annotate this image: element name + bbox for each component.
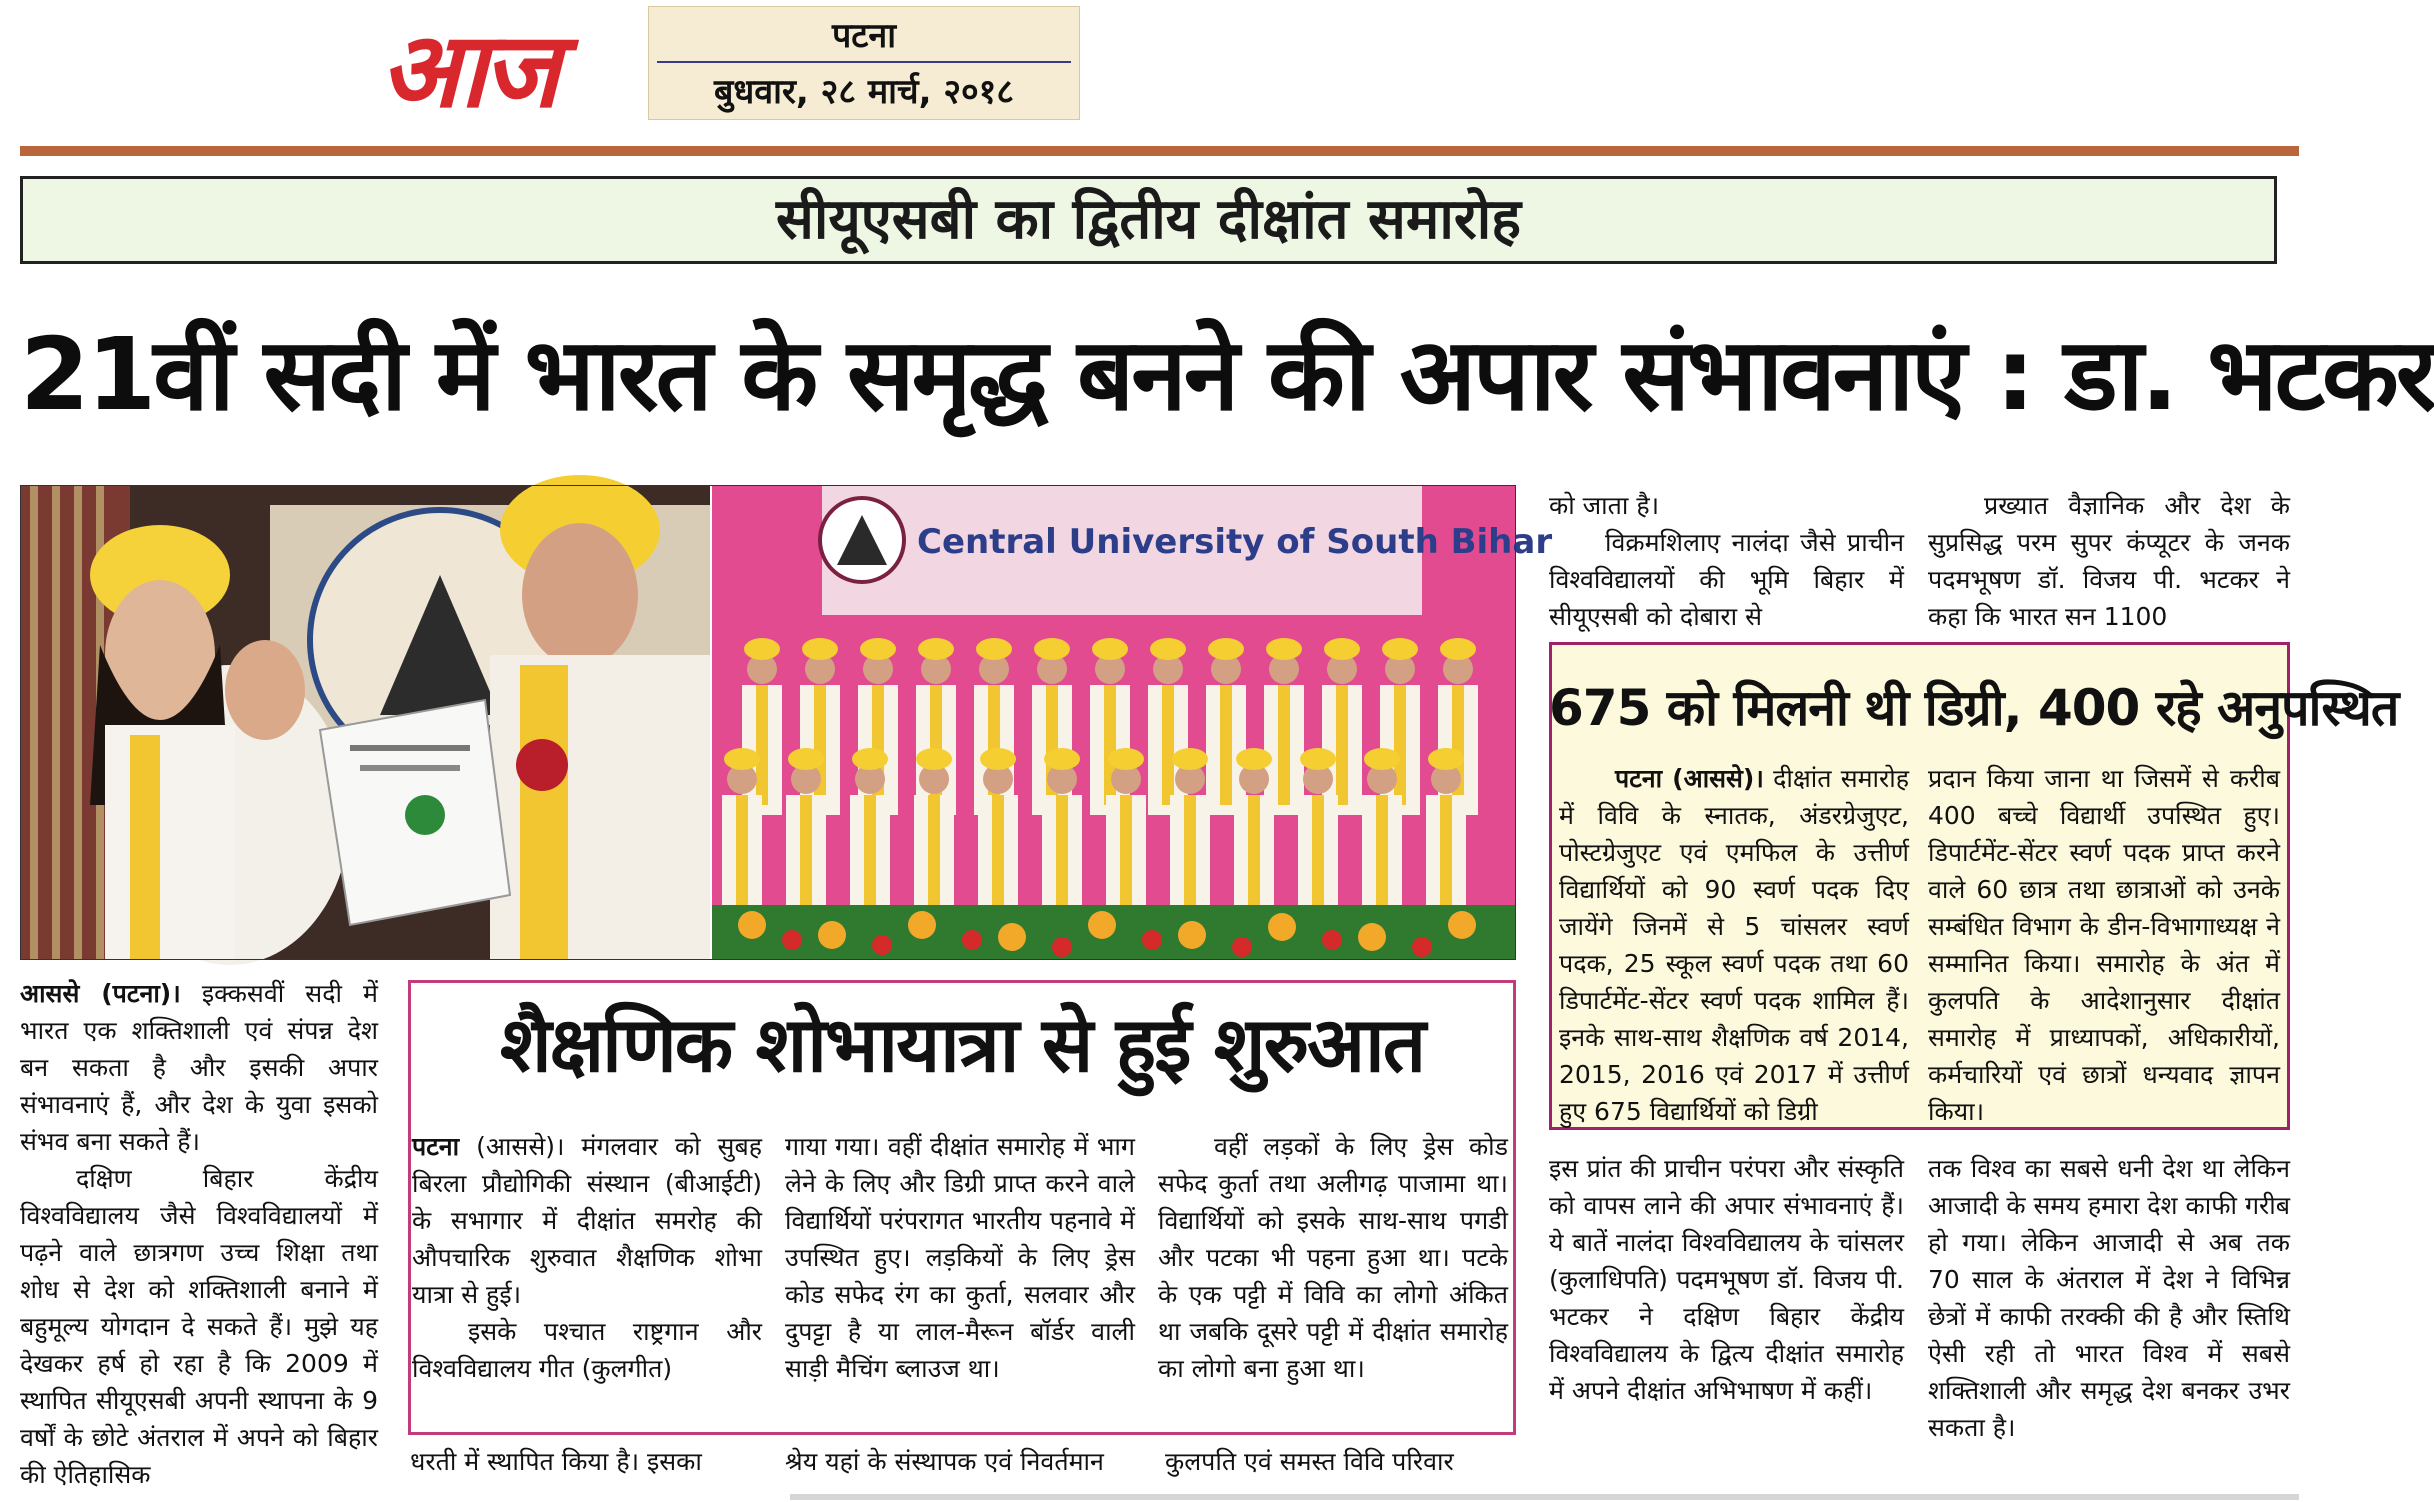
tail-col4: कुलपति एवं समस्त विवि परिवार	[1165, 1447, 1454, 1476]
dateline-divider	[657, 61, 1071, 63]
main-col5-para: प्रख्यात वैज्ञानिक और देश के सुप्रसिद्ध परम सुपर कंप्यूटर के जनक पदमभूषण डॉ. विजय पी. भटकर ने कहा कि भारत सन 1100	[1928, 491, 2290, 631]
sub-col3-para: वहीं लड़कों के लिए ड्रेस कोड सफेद कुर्ता तथा अलीगढ़ पाजामा था। विद्यार्थियों को इसके साथ-साथ पगडी और पटका भी पहना हुआ था। पटके के एक पट्टी में विवि का लोगो अंकित था जबकि दूसरे पट्टी में दीक्षांत समारोह का लोगो बना हुआ था।	[1158, 1132, 1508, 1383]
masthead-rule	[20, 146, 2299, 156]
main-col4-para: विक्रमशिलाए नालंदा जैसे प्राचीन विश्वविद्यालयों की भूमि बिहार में सीयूएसबी को दोबारा से	[1549, 528, 1904, 631]
sidebar-dateline: पटना (आससे)।	[1615, 764, 1764, 793]
sidebar-col1-text: दीक्षांत समारोह में विवि के स्नातक, अंडरग्रेजुएट, पोस्टग्रेजुएट एवं एमफिल के उत्तीर्ण विद्यार्थियों को 90 स्वर्ण पदक दिए जायेंगे जिनमें से 5 चांसलर स्वर्ण पदक, 25 स्कूल स्वर्ण पदक तथा 60 डिपार्टमेंट-सेंटर स्वर्ण पदक शामिल हैं। इनके साथ-साथ शैक्षणिक वर्ष 2014, 2015, 2016 एवं 2017 में उत्तीर्ण हुए 675 विद्यार्थियों को डिग्री	[1559, 764, 1909, 1126]
main-story-col4-bottom	[1549, 1150, 1904, 1409]
edition-date: बुधवार, २८ मार्च, २०१८	[713, 72, 1015, 112]
main-col4-bottom-para: इस प्रांत की प्राचीन परंपरा और संस्कृति को वापस लाने की अपार संभावनाएं हैं। ये बातें नालंदा विश्वविद्यालय के चांसलर (कुलाधिपति) पदमभूषण डॉ. विजय पी. भटकर ने दक्षिण बिहार केंद्रीय विश्वविद्यालय के द्वित्य दीक्षांत समारोह में अपने दीक्षांत अभिभाषण में कहीं।	[1549, 1154, 1904, 1405]
newspaper-logo: आज	[380, 9, 556, 131]
tail-col2: धरती में स्थापित किया है। इसका	[410, 1447, 702, 1476]
sidebar-col2-text: प्रदान किया जाना था जिसमें से करीब 400 बच्चे विद्यार्थी उपस्थित हुए। डिपार्टमेंट-सेंटर स्वर्ण पदक प्राप्त करने वाले 60 छात्र तथा छात्राओं को उनके सम्बंधित विभाग के डीन-विभागाध्यक्ष ने सम्मानित किया। समारोह के अंत में कुलपति के आदेशानुसार दीक्षांत समारोह में प्राध्यापकों, अधिकारीयों, कर्मचारियों एवं छात्रों धन्यवाद ज्ञापन किया।	[1928, 764, 2280, 1126]
sub-col1-para2: इसके पश्चात राष्ट्रगान और विश्वविद्यालय गीत (कुलगीत)	[412, 1317, 762, 1383]
photo-banner-text: Central University of South Bihar	[917, 522, 1553, 562]
sub-story-headline: शैक्षणिक शोभायात्रा से हुई शुरुआत	[499, 1000, 1425, 1089]
sub-story-col2	[785, 1128, 1135, 1387]
sub-col1-para1: (आससे)। मंगलवार को सुबह बिरला प्रौद्योगिकी संस्थान (बीआईटी) के सभागार में दीक्षांत समरोह की औपचारिक शुरुवात शैक्षणिक शोभा यात्रा से हुई।	[412, 1132, 762, 1309]
dateline-box	[648, 6, 1080, 120]
sub-col2-para: गाया गया। वहीं दीक्षांत समारोह में भाग लेने के लिए और डिग्री प्राप्त करने वाले विद्यार्थियों परंपरागत भारतीय पहनावे में उपस्थित हुए। लड़कियों के लिए ड्रेस कोड सफेद रंग का कुर्ता, सलवार और दुपट्टा है या लाल-मैरून बॉर्डर वाली साड़ी मैचिंग ब्लाउज था।	[785, 1132, 1135, 1383]
sub-story-col1	[412, 1128, 762, 1387]
main-story-col5-bottom	[1928, 1150, 2290, 1446]
main-story-col1	[20, 975, 378, 1493]
photo-frame	[20, 485, 1516, 960]
sidebar-headline: 675 को मिलनी थी डिग्री, 400 रहे अनुपस्थित	[1549, 679, 2399, 737]
main-story-col4	[1549, 487, 1904, 635]
main-col5-bottom-para: तक विश्व का सबसे धनी देश था लेकिन आजादी के समय हमारा देश काफी गरीब हो गया। लेकिन आजादी से अब तक 70 साल के अंतराल में देश ने विभिन्न छेत्रों में काफी तरक्की की है और स्तिथि ऐसी रही तो भारत विश्व में सबसे शक्तिशाली और समृद्ध देश बनकर उभर सकता है।	[1928, 1154, 2290, 1442]
sub-story-col3	[1158, 1128, 1508, 1387]
sub-story-dateline: पटना	[412, 1132, 460, 1161]
footer-rule	[790, 1494, 2299, 1500]
sidebar-col1	[1559, 760, 1909, 1130]
main-col1-para1: इक्कसवीं सदी में भारत एक शक्तिशाली एवं संपन्न देश बन सकता है और इसकी अपार संभावनाएं हैं, और देश के युवा इसको संभव बना सकते हैं।	[20, 979, 379, 1156]
main-headline: 21वीं सदी में भारत के समृद्ध बनने की अपार संभावनाएं : डा. भटकर	[20, 316, 2434, 433]
main-col1-para2: दक्षिण बिहार केंद्रीय विश्वविद्यालय जैसे विश्वविद्यालयों में पढ़ने वाले छात्रगण उच्च शिक्षा तथा शोध से देश को शक्तिशाली बनाने में बहुमूल्य योगदान दे सकते हैं। मुझे यह देखकर हर्ष हो रहा है कि 2009 में स्थापित सीयूएसबी अपनी स्थापना के 9 वर्षों के छोटे अंतराल में अपने को बिहार की ऐतिहासिक	[20, 1164, 378, 1489]
main-dateline: आससे (पटना)।	[20, 979, 181, 1008]
main-col4-line: को जाता है।	[1549, 491, 1660, 520]
tail-col3: श्रेय यहां के संस्थापक एवं निवर्तमान	[785, 1447, 1104, 1476]
sidebar-col2	[1928, 760, 2280, 1130]
main-story-col5	[1928, 487, 2290, 635]
kicker-banner: सीयूएसबी का द्वितीय दीक्षांत समारोह	[20, 176, 2277, 264]
edition-city: पटना	[831, 16, 897, 56]
